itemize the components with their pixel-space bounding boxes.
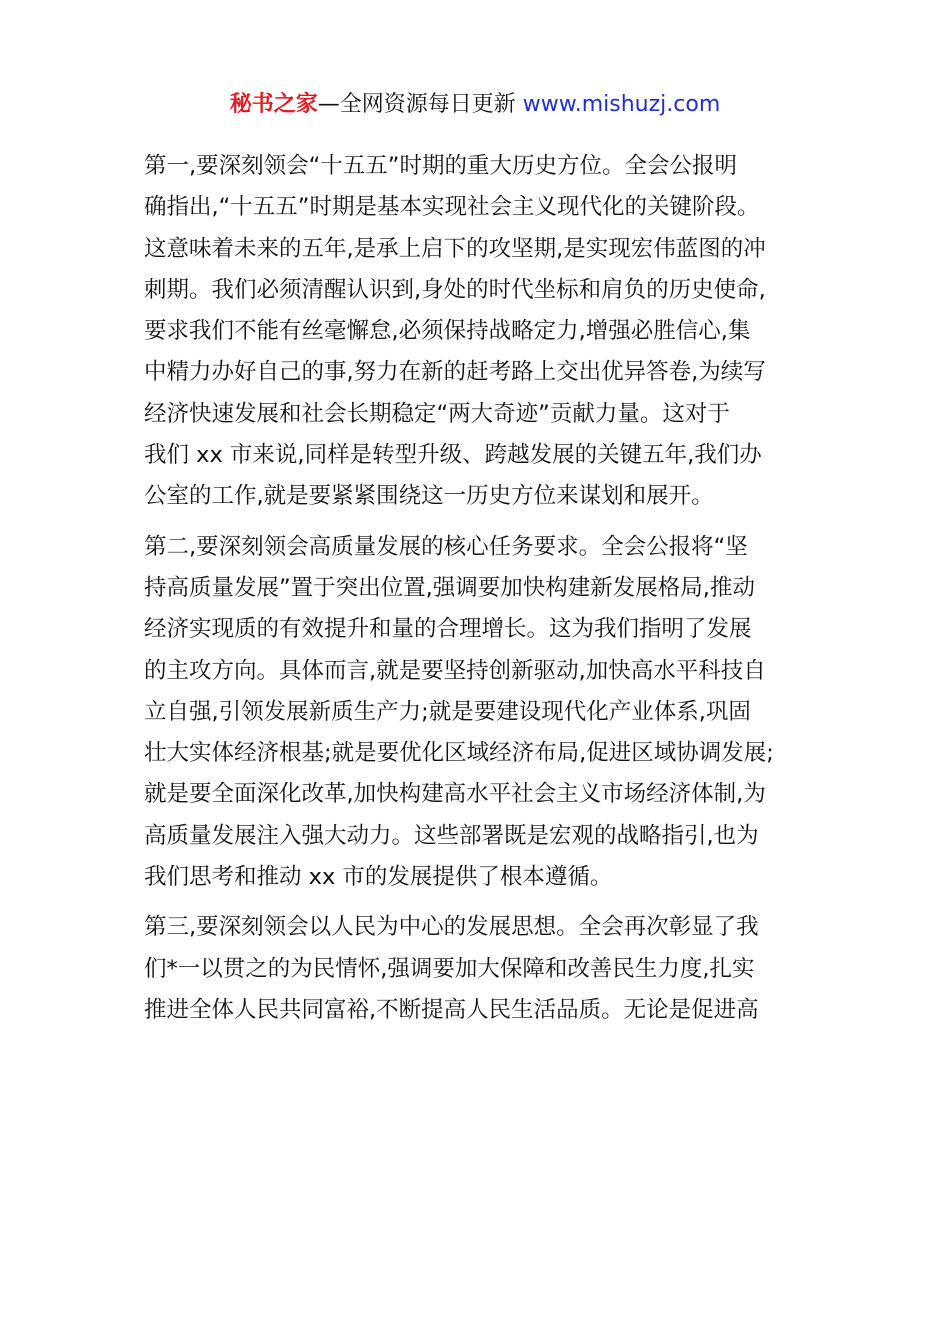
- text-line: 持高质量发展”置于突出位置,强调要加快构建新发展格局,推动: [144, 574, 755, 601]
- page-header: [0, 88, 950, 122]
- text-line: 要求我们不能有丝毫懈怠,必须保持战略定力,增强必胜信心,集: [144, 318, 751, 345]
- header-site-url[interactable]: www.mishuzj.com: [522, 92, 721, 117]
- text-line: 我们 xx 市来说,同样是转型升级、跨越发展的关键五年,我们办: [144, 442, 762, 469]
- text-line: 确指出,“十五五”时期是基本实现社会主义现代化的关键阶段。: [144, 194, 760, 221]
- text-line: 经济快速发展和社会长期稳定“两大奇迹”贡献力量。这对于: [144, 400, 730, 427]
- paragraph-1: [144, 146, 816, 518]
- paragraph-2: [144, 527, 816, 899]
- text-line: 的主攻方向。具体而言,就是要坚持创新驱动,加快高水平科技自: [144, 657, 766, 684]
- header-tagline: —全网资源每日更新: [317, 92, 516, 117]
- text-line: 经济实现质的有效提升和量的合理增长。这为我们指明了发展: [144, 616, 752, 643]
- text-line: 这意味着未来的五年,是承上启下的攻坚期,是实现宏伟蓝图的冲: [144, 235, 766, 262]
- text-line: 第一,要深刻领会“十五五”时期的重大历史方位。全会公报明: [144, 153, 737, 179]
- text-line: 中精力办好自己的事,努力在新的赶考路上交出优异答卷,为续写: [144, 359, 766, 386]
- header-brand: 秘书之家: [229, 92, 318, 117]
- text-line: 高质量发展注入强大动力。这些部署既是宏观的战略指引,也为: [144, 822, 759, 849]
- text-line: 推进全体人民共同富裕,不断提高人民生活品质。无论是促进高: [144, 996, 759, 1023]
- text-line: 第三,要深刻领会以人民为中心的发展思想。全会再次彰显了我: [144, 914, 759, 941]
- text-line: 刺期。我们必须清醒认识到,身处的时代坐标和肩负的历史使命,: [144, 276, 766, 303]
- text-line: 壮大实体经济根基;就是要优化区域经济布局,促进区域协调发展;: [144, 740, 774, 767]
- text-line: 就是要全面深化改革,加快构建高水平社会主义市场经济体制,为: [144, 781, 766, 808]
- text-line: 第二,要深刻领会高质量发展的核心任务要求。全会公报将“坚: [144, 533, 748, 560]
- text-line: 立自强,引领发展新质生产力;就是要建设现代化产业体系,巩固: [144, 698, 751, 725]
- text-line: 公室的工作,就是要紧紧围绕这一历史方位来谋划和展开。: [144, 483, 714, 510]
- text-line: 我们思考和推动 xx 市的发展提供了根本遵循。: [144, 864, 613, 891]
- document-body: [144, 146, 816, 1040]
- text-line: 们*一以贯之的为民情怀,强调要加大保障和改善民生力度,扎实: [144, 955, 755, 982]
- paragraph-3: [144, 907, 816, 1031]
